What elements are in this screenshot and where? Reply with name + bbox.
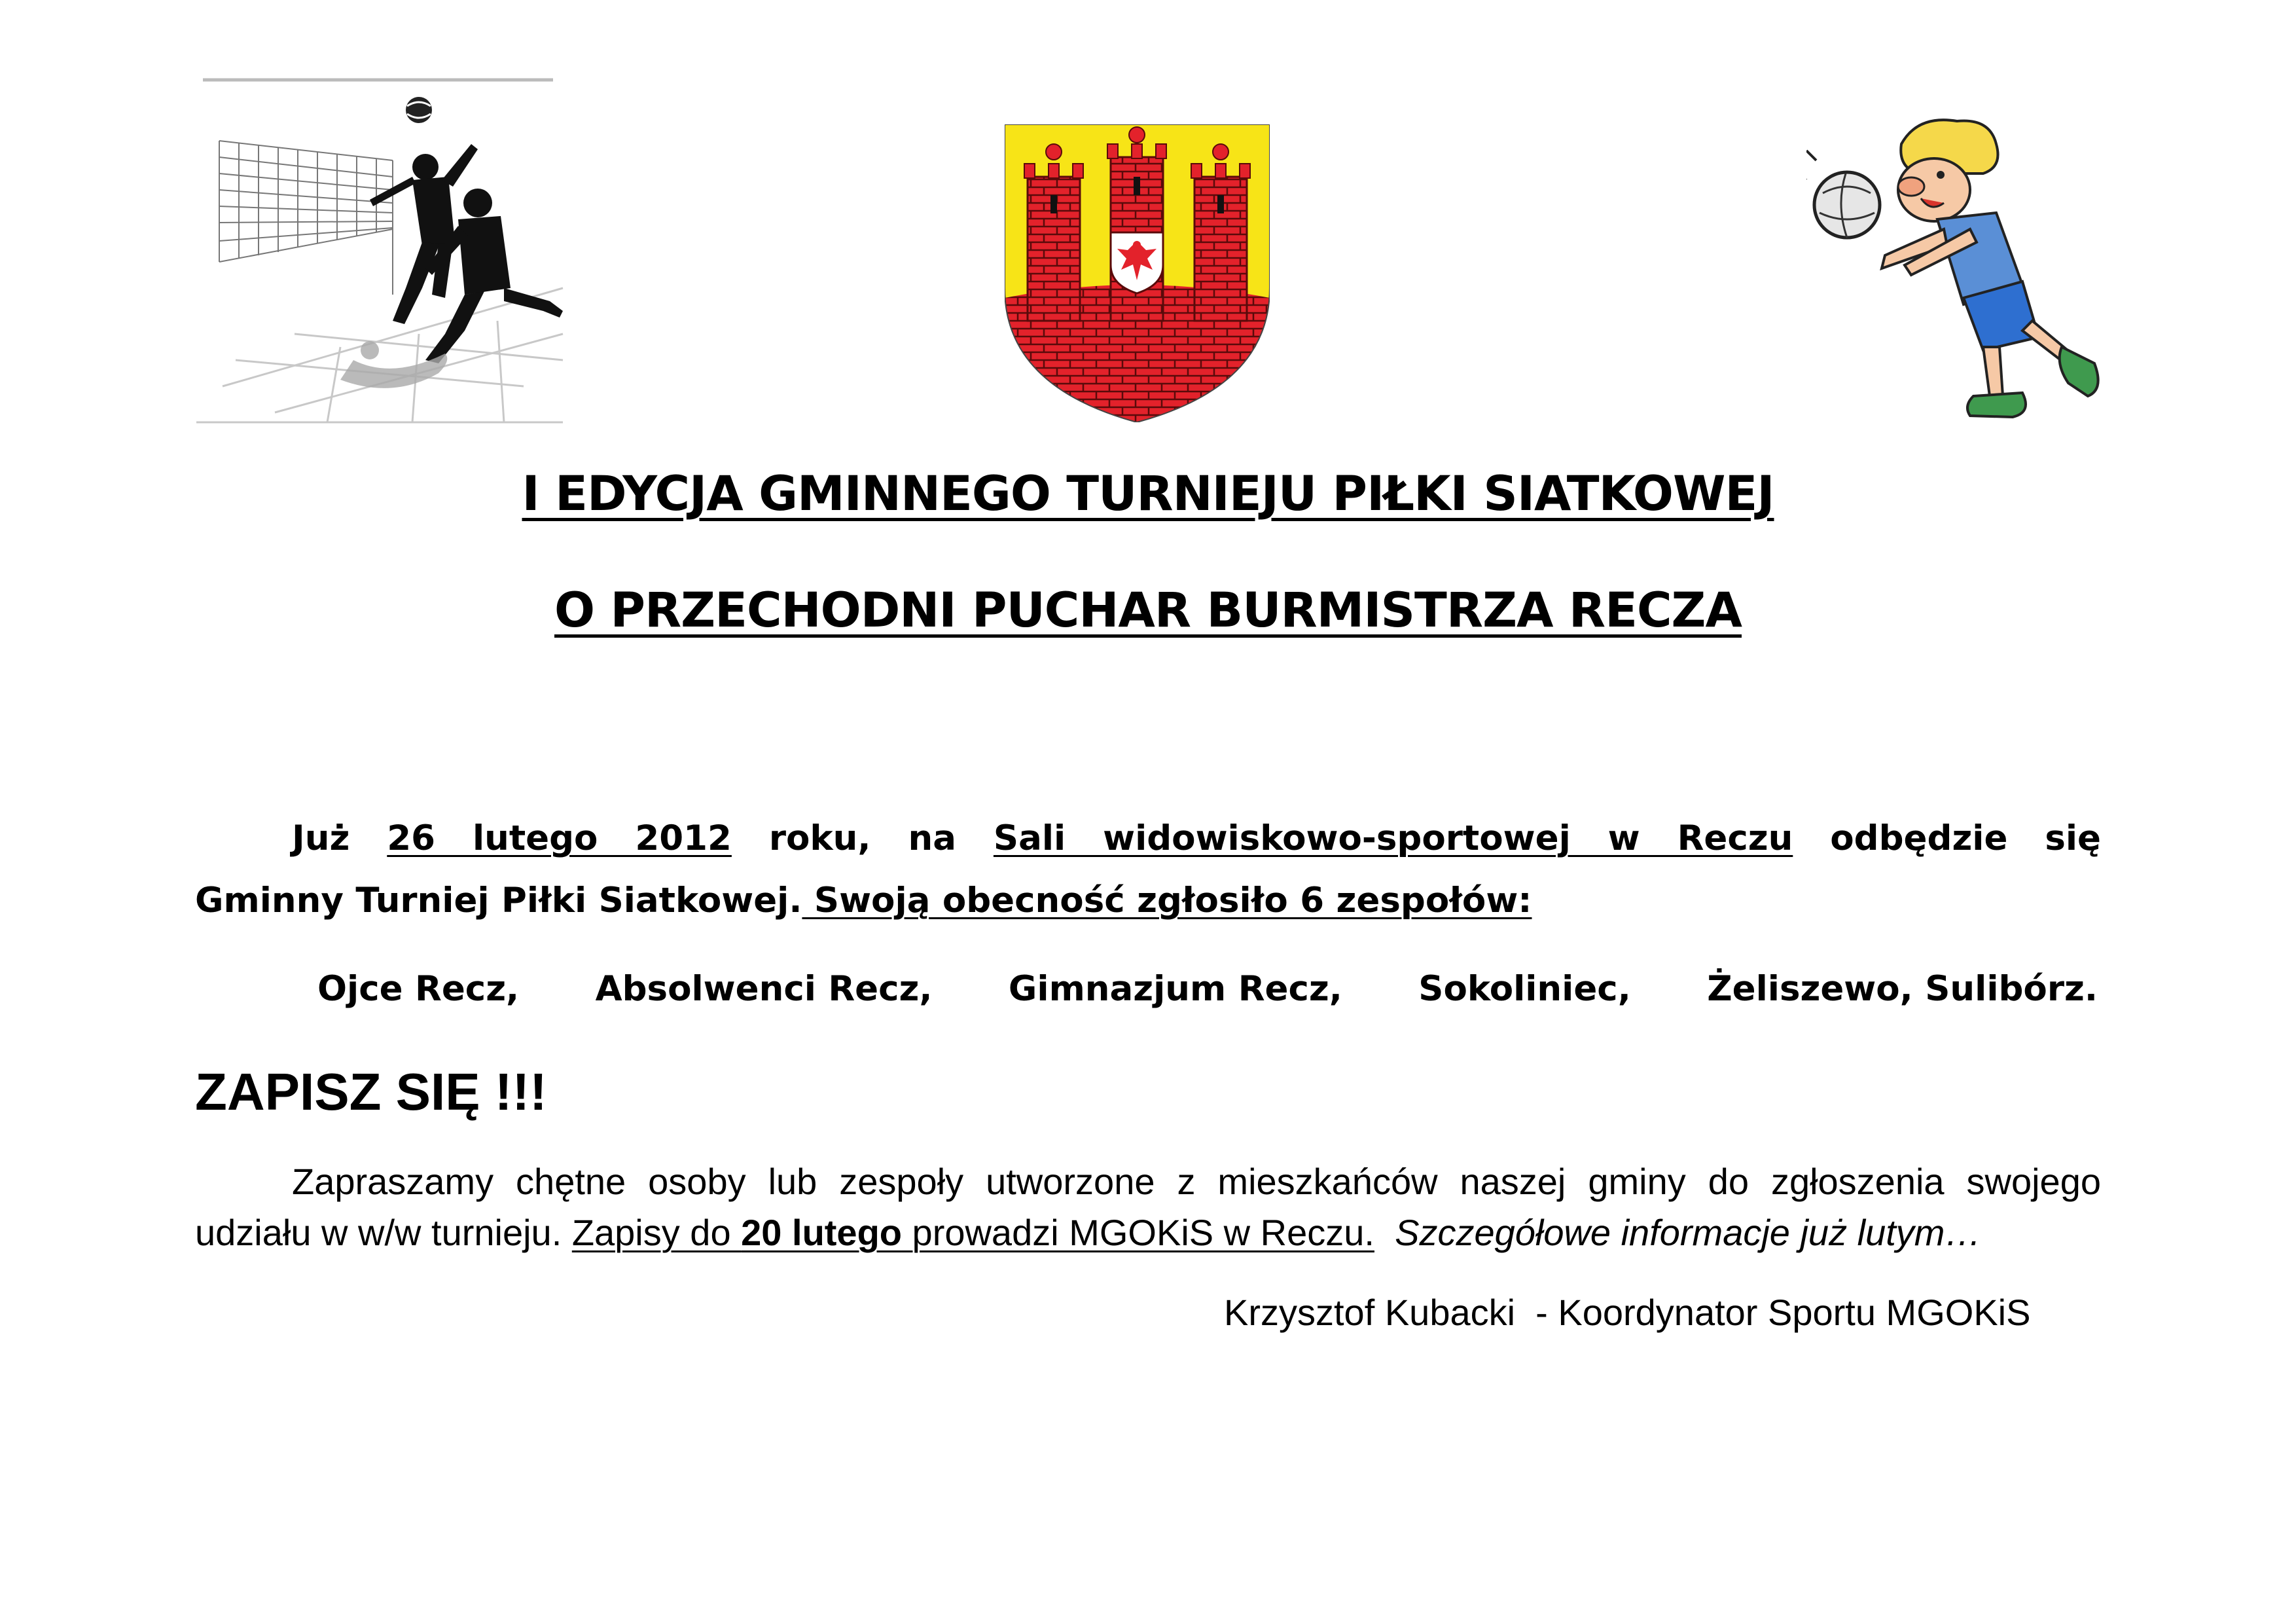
intro-word: się (2045, 818, 2102, 858)
intro-word: Już (292, 818, 350, 858)
invite-line-2 (195, 1211, 1981, 1254)
intro-word: na (908, 818, 956, 858)
intro-line-2 (195, 881, 1532, 921)
intro-line-1 (195, 818, 2101, 858)
invite-line-1 (195, 1160, 2101, 1203)
intro-word: odbędzie (1830, 818, 2008, 858)
teams-count-note: Swoją obecność zgłosiło 6 zespołów: (802, 881, 1532, 921)
volleyball-players-silhouette-icon (196, 72, 569, 426)
intro-word: roku, (768, 818, 871, 858)
event-venue: Sali widowiskowo-sportowej w Reczu (993, 818, 1793, 858)
signature: Krzysztof Kubacki - Koordynator Sportu MGOKiS (1224, 1292, 2031, 1333)
heading-line-1: I EDYCJA GMINNEGO TURNIEJU PIŁKI SIATKOWEJ (522, 466, 1774, 522)
signup-heading: ZAPISZ SIĘ !!! (195, 1063, 547, 1121)
team-item: Sokoliniec, (1418, 969, 1631, 1009)
teams-list (317, 969, 2098, 1009)
team-item: Żeliszewo, Sulibórz. (1707, 969, 2098, 1009)
recz-coat-of-arms-icon (1005, 124, 1270, 422)
intro-line-2-start: Gminny Turniej Piłki Siatkowej. (195, 881, 802, 921)
details-note: Szczegółowe informacje już lutym… (1395, 1212, 1982, 1253)
team-item: Absolwenci Recz, (595, 969, 933, 1009)
event-date: 26 lutego 2012 (387, 818, 732, 858)
invite-text: Zapraszamy chętne osoby lub zespoły utworzone z mieszkańców naszej gminy do zgłoszenia swojego (292, 1161, 2101, 1202)
team-item: Ojce Recz, (317, 969, 520, 1009)
heading-line-2: O PRZECHODNI PUCHAR BURMISTRZA RECZA (554, 583, 1742, 638)
invite-line-2-start: udziału w w/w turnieju. (195, 1212, 572, 1253)
team-item: Gimnazjum Recz, (1008, 969, 1342, 1009)
signup-deadline: Zapisy do 20 lutego prowadzi MGOKiS w Reczu. (571, 1212, 1374, 1253)
cartoon-boy-volleyball-icon (1806, 115, 2114, 429)
